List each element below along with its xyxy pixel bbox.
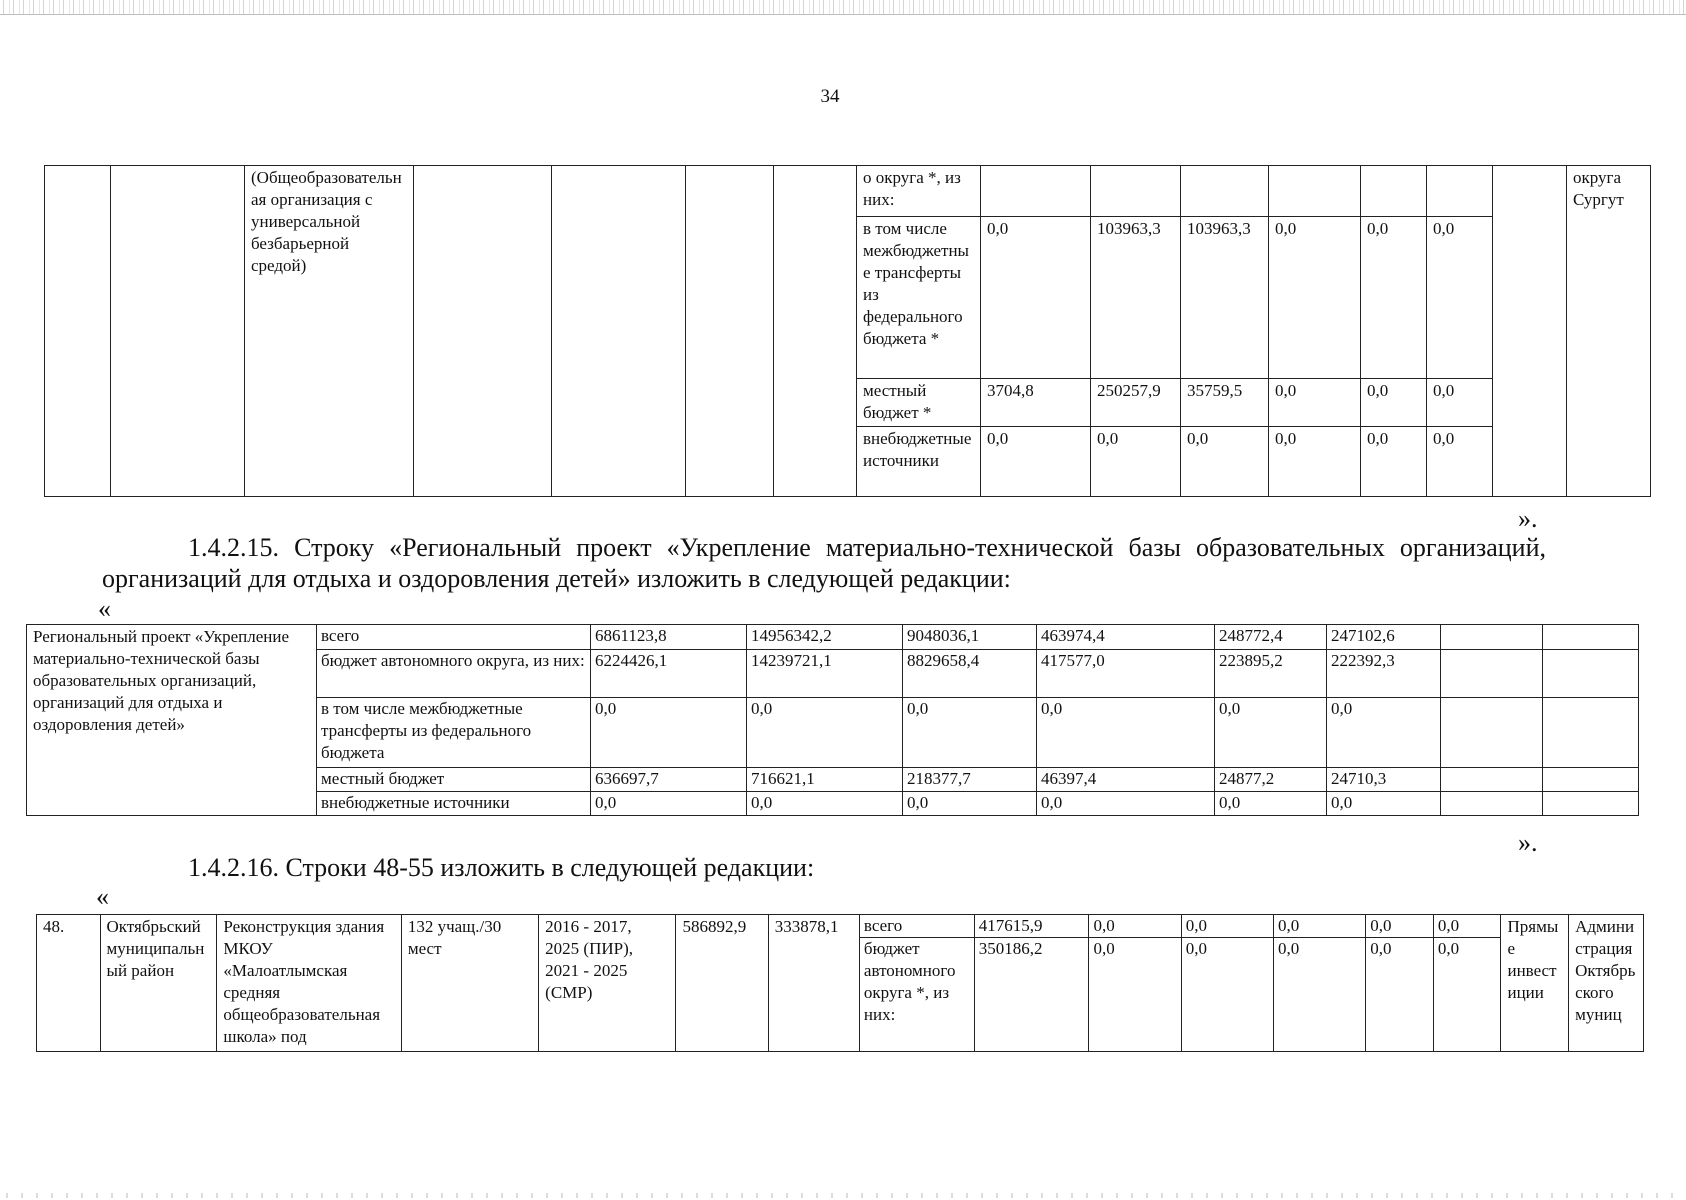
value-cell: 0,0 [1089, 938, 1181, 1052]
value-cell [1091, 166, 1181, 217]
source-label: всего [317, 625, 591, 650]
value-cell: 463974,4 [1037, 625, 1215, 650]
empty-cell [1441, 698, 1543, 768]
value-cell: 248772,4 [1215, 625, 1327, 650]
value-cell: 14239721,1 [747, 650, 903, 698]
row-number: 48. [37, 915, 101, 1052]
value-cell: 0,0 [1273, 938, 1365, 1052]
opening-quote: « [98, 594, 111, 623]
value-cell: 8829658,4 [903, 650, 1037, 698]
value-cell: 0,0 [1269, 427, 1361, 497]
value-cell: 9048036,1 [903, 625, 1037, 650]
value-cell: 0,0 [1327, 792, 1441, 816]
capacity: 132 учащ./30 мест [401, 915, 538, 1052]
value-cell: 0,0 [591, 698, 747, 768]
value-cell: 6861123,8 [591, 625, 747, 650]
value-cell: 0,0 [1366, 938, 1434, 1052]
value-cell: 6224426,1 [591, 650, 747, 698]
table-continuation [44, 165, 1651, 497]
cell-investment-type [1493, 166, 1567, 497]
cost-remaining: 333878,1 [768, 915, 859, 1052]
amendment-paragraph-1-4-2-15: 1.4.2.15. Строку «Региональный проект «Укрепление материально-технической базы образовательных организаций, организаций для отдыха и оздоровления детей» изложить в следующей редакции: [102, 533, 1546, 593]
source-label: бюджет автономного округа, из них: [317, 650, 591, 698]
value-cell [1181, 166, 1269, 217]
value-cell: 0,0 [981, 427, 1091, 497]
empty-cell [1543, 698, 1639, 768]
value-cell: 0,0 [903, 792, 1037, 816]
source-label: в том числе межбюджетные трансферты из федерального бюджета [317, 698, 591, 768]
value-cell: 0,0 [1427, 217, 1493, 379]
value-cell [1427, 166, 1493, 217]
page-number: 34 [820, 86, 840, 107]
source-label: о округа *, из них: [857, 166, 981, 217]
value-cell: 0,0 [1427, 427, 1493, 497]
empty-cell [1543, 650, 1639, 698]
value-cell: 250257,9 [1091, 379, 1181, 427]
value-cell: 0,0 [1327, 698, 1441, 768]
table-row-48 [36, 914, 1644, 1052]
opening-quote: « [96, 882, 109, 911]
value-cell: 0,0 [1366, 915, 1434, 938]
value-cell: 0,0 [903, 698, 1037, 768]
value-cell: 103963,3 [1091, 217, 1181, 379]
value-cell: 0,0 [1273, 915, 1365, 938]
source-label: местный бюджет * [857, 379, 981, 427]
value-cell [1361, 166, 1427, 217]
value-cell: 0,0 [1361, 427, 1427, 497]
value-cell: 3704,8 [981, 379, 1091, 427]
value-cell: 0,0 [1215, 792, 1327, 816]
source-label: всего [859, 915, 974, 938]
entity-name-tail: (Общеобразовательная организация с универсальной безбарьерной средой) [245, 166, 414, 497]
executor: Администрация Октябрьского муниц [1569, 915, 1644, 1052]
cell-cost-total [686, 166, 774, 497]
source-label: внебюджетные источники [857, 427, 981, 497]
value-cell: 24877,2 [1215, 768, 1327, 792]
cost-total: 586892,9 [676, 915, 768, 1052]
empty-cell [1441, 792, 1543, 816]
value-cell: 0,0 [1361, 379, 1427, 427]
empty-cell [1441, 625, 1543, 650]
value-cell: 0,0 [1433, 938, 1501, 1052]
value-cell: 0,0 [747, 698, 903, 768]
empty-cell [1441, 768, 1543, 792]
value-cell: 247102,6 [1327, 625, 1441, 650]
value-cell: 0,0 [1091, 427, 1181, 497]
cell-period [552, 166, 686, 497]
value-cell: 103963,3 [1181, 217, 1269, 379]
cell-num [45, 166, 111, 497]
closing-quote: ». [1518, 828, 1538, 857]
value-cell: 350186,2 [974, 938, 1089, 1052]
value-cell: 223895,2 [1215, 650, 1327, 698]
value-cell: 0,0 [1427, 379, 1493, 427]
value-cell [981, 166, 1091, 217]
value-cell: 0,0 [981, 217, 1091, 379]
value-cell [1269, 166, 1361, 217]
amendment-paragraph-1-4-2-16: 1.4.2.16. Строки 48-55 изложить в следующей редакции: [188, 853, 815, 882]
value-cell: 716621,1 [747, 768, 903, 792]
project-name: Региональный проект «Укрепление материально-технической базы образовательных организаций, организаций для отдыха и оздоровления детей» [27, 625, 317, 816]
empty-cell [1543, 768, 1639, 792]
scan-edge-bottom [0, 1193, 1686, 1198]
value-cell: 35759,5 [1181, 379, 1269, 427]
empty-cell [1543, 792, 1639, 816]
source-label: бюджет автономного округа *, из них: [859, 938, 974, 1052]
municipality: Октябрьский муниципальный район [100, 915, 217, 1052]
executor-tail: округа Сургут [1567, 166, 1651, 497]
investment-type: Прямые инвестиции [1501, 915, 1569, 1052]
period: 2016 - 2017, 2025 (ПИР), 2021 - 2025 (СМР) [539, 915, 676, 1052]
value-cell: 0,0 [1037, 698, 1215, 768]
source-label: местный бюджет [317, 768, 591, 792]
value-cell: 0,0 [1181, 938, 1273, 1052]
value-cell: 0,0 [747, 792, 903, 816]
scan-edge-top [0, 0, 1686, 15]
empty-cell [1543, 625, 1639, 650]
value-cell: 0,0 [1269, 379, 1361, 427]
source-label: в том числе межбюджетные трансферты из федерального бюджета * [857, 217, 981, 379]
cell-capacity [414, 166, 552, 497]
value-cell: 0,0 [1433, 915, 1501, 938]
value-cell: 636697,7 [591, 768, 747, 792]
value-cell: 417615,9 [974, 915, 1089, 938]
cell-municipality [111, 166, 245, 497]
value-cell: 0,0 [1089, 915, 1181, 938]
value-cell: 417577,0 [1037, 650, 1215, 698]
value-cell: 14956342,2 [747, 625, 903, 650]
value-cell: 0,0 [1269, 217, 1361, 379]
value-cell: 0,0 [591, 792, 747, 816]
value-cell: 24710,3 [1327, 768, 1441, 792]
value-cell: 0,0 [1215, 698, 1327, 768]
cell-cost-remaining [774, 166, 857, 497]
value-cell: 222392,3 [1327, 650, 1441, 698]
value-cell: 0,0 [1181, 427, 1269, 497]
value-cell: 0,0 [1361, 217, 1427, 379]
value-cell: 218377,7 [903, 768, 1037, 792]
value-cell: 0,0 [1037, 792, 1215, 816]
object-name: Реконструкция здания МКОУ «Малоатлымская средняя общеобразовательная школа» под [217, 915, 401, 1052]
value-cell: 46397,4 [1037, 768, 1215, 792]
empty-cell [1441, 650, 1543, 698]
table-regional-project [26, 624, 1639, 816]
source-label: внебюджетные источники [317, 792, 591, 816]
value-cell: 0,0 [1181, 915, 1273, 938]
closing-quote: ». [1518, 504, 1538, 533]
